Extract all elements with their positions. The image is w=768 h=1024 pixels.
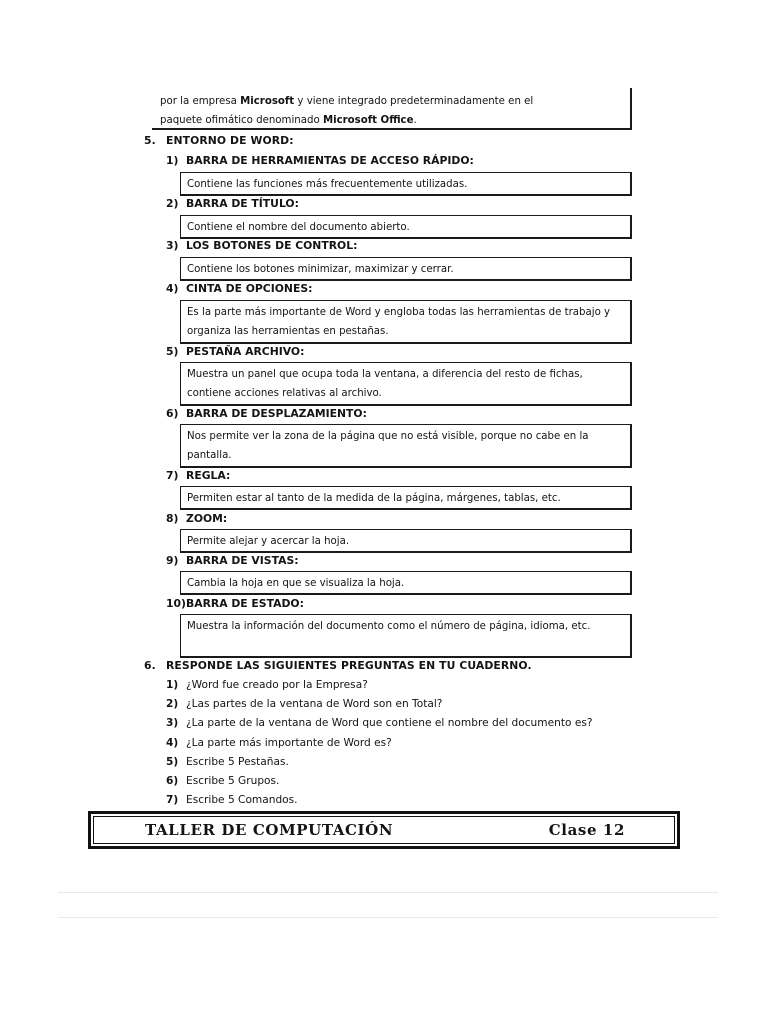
intro-bold: Microsoft bbox=[240, 96, 295, 107]
intro-text: paquete ofimático denominado bbox=[160, 115, 323, 126]
item-description: Permiten estar al tanto de la medida de la página, márgenes, tablas, etc. bbox=[187, 493, 561, 504]
footer-bar bbox=[88, 811, 680, 849]
intro-text: y viene integrado predeterminadamente en el bbox=[294, 96, 534, 107]
section-5-heading bbox=[144, 134, 294, 147]
item-description: Muestra la información del documento como el número de página, idioma, etc. bbox=[187, 621, 591, 632]
item-title bbox=[166, 597, 304, 610]
item-description: Nos permite ver la zona de la página que no está visible, porque no cabe en la pantalla. bbox=[187, 431, 589, 461]
item-heading: REGLA: bbox=[186, 469, 231, 482]
question-text: Escribe 5 Grupos. bbox=[186, 775, 280, 787]
item-description-box bbox=[180, 215, 632, 239]
item-description-box bbox=[180, 571, 632, 595]
item-title bbox=[166, 345, 304, 358]
intro-box bbox=[152, 88, 632, 130]
item-heading: BARRA DE DESPLAZAMIENTO: bbox=[186, 407, 367, 420]
question-number: 6) bbox=[166, 775, 179, 787]
item-heading: ZOOM: bbox=[186, 512, 228, 525]
section-title: ENTORNO DE WORD: bbox=[166, 134, 294, 147]
item-description-box bbox=[180, 362, 632, 406]
item-heading: BARRA DE HERRAMIENTAS DE ACCESO RÁPIDO: bbox=[186, 154, 474, 167]
item-number: 10) bbox=[166, 597, 186, 610]
faint-divider bbox=[58, 917, 718, 918]
item-description-box bbox=[180, 486, 632, 510]
question-item bbox=[166, 698, 442, 710]
item-description-box bbox=[180, 300, 632, 344]
question-number: 4) bbox=[166, 737, 179, 749]
question-text: ¿La parte de la ventana de Word que contiene el nombre del documento es? bbox=[186, 717, 593, 729]
item-title bbox=[166, 512, 227, 525]
item-title bbox=[166, 469, 230, 482]
item-heading: BARRA DE ESTADO: bbox=[186, 597, 304, 610]
item-description-box bbox=[180, 424, 632, 468]
question-text: ¿Las partes de la ventana de Word son en Total? bbox=[186, 698, 443, 710]
item-description-box bbox=[180, 614, 632, 658]
item-number: 4) bbox=[166, 282, 179, 295]
question-text: ¿La parte más importante de Word es? bbox=[186, 737, 392, 749]
section-6-heading bbox=[144, 659, 532, 672]
item-title bbox=[166, 554, 299, 567]
question-item bbox=[166, 679, 368, 691]
item-heading: BARRA DE VISTAS: bbox=[186, 554, 299, 567]
item-number: 3) bbox=[166, 239, 179, 252]
item-number: 2) bbox=[166, 197, 179, 210]
intro-text: . bbox=[413, 115, 417, 126]
intro-line-1 bbox=[160, 92, 624, 111]
question-number: 2) bbox=[166, 698, 179, 710]
item-number: 6) bbox=[166, 407, 179, 420]
item-description: Contiene las funciones más frecuentemente utilizadas. bbox=[187, 179, 468, 190]
question-item bbox=[166, 775, 279, 787]
question-number: 1) bbox=[166, 679, 179, 691]
item-number: 9) bbox=[166, 554, 179, 567]
item-description-box bbox=[180, 172, 632, 196]
question-number: 5) bbox=[166, 756, 179, 768]
question-text: ¿Word fue creado por la Empresa? bbox=[186, 679, 368, 691]
intro-text: por la empresa bbox=[160, 96, 241, 107]
footer-title: TALLER DE COMPUTACIÓN bbox=[145, 821, 394, 839]
item-description: Contiene el nombre del documento abierto. bbox=[187, 222, 410, 233]
section-number: 5. bbox=[144, 134, 156, 147]
item-description: Permite alejar y acercar la hoja. bbox=[187, 536, 350, 547]
item-title bbox=[166, 407, 367, 420]
item-description-box bbox=[180, 529, 632, 553]
item-description: Muestra un panel que ocupa toda la ventana, a diferencia del resto de fichas, contiene acciones relativas al archivo. bbox=[187, 369, 583, 399]
item-title bbox=[166, 239, 357, 252]
item-description: Contiene los botones minimizar, maximizar y cerrar. bbox=[187, 264, 454, 275]
question-text: Escribe 5 Pestañas. bbox=[186, 756, 289, 768]
item-title bbox=[166, 282, 312, 295]
item-description: Es la parte más importante de Word y engloba todas las herramientas de trabajo y organiza las herramientas en pestañas. bbox=[187, 307, 611, 337]
item-title bbox=[166, 154, 474, 167]
footer-class-label: Clase 12 bbox=[548, 821, 625, 839]
item-number: 7) bbox=[166, 469, 179, 482]
question-text: Escribe 5 Comandos. bbox=[186, 794, 298, 806]
item-number: 1) bbox=[166, 154, 179, 167]
item-heading: BARRA DE TÍTULO: bbox=[186, 197, 299, 210]
item-title bbox=[166, 197, 299, 210]
question-item bbox=[166, 737, 392, 749]
question-item bbox=[166, 756, 289, 768]
question-item bbox=[166, 794, 298, 806]
intro-line-2 bbox=[160, 111, 624, 130]
item-description: Cambia la hoja en que se visualiza la hoja. bbox=[187, 578, 405, 589]
question-item bbox=[166, 717, 592, 729]
faint-divider bbox=[58, 892, 718, 893]
item-heading: PESTAÑA ARCHIVO: bbox=[186, 345, 305, 358]
item-number: 5) bbox=[166, 345, 179, 358]
section-title: RESPONDE LAS SIGUIENTES PREGUNTAS EN TU CUADERNO. bbox=[166, 659, 532, 672]
item-number: 8) bbox=[166, 512, 179, 525]
intro-bold: Microsoft Office bbox=[322, 115, 414, 126]
item-heading: CINTA DE OPCIONES: bbox=[186, 282, 313, 295]
section-number: 6. bbox=[144, 659, 156, 672]
question-number: 7) bbox=[166, 794, 179, 806]
item-description-box bbox=[180, 257, 632, 281]
question-number: 3) bbox=[166, 717, 179, 729]
item-heading: LOS BOTONES DE CONTROL: bbox=[186, 239, 358, 252]
